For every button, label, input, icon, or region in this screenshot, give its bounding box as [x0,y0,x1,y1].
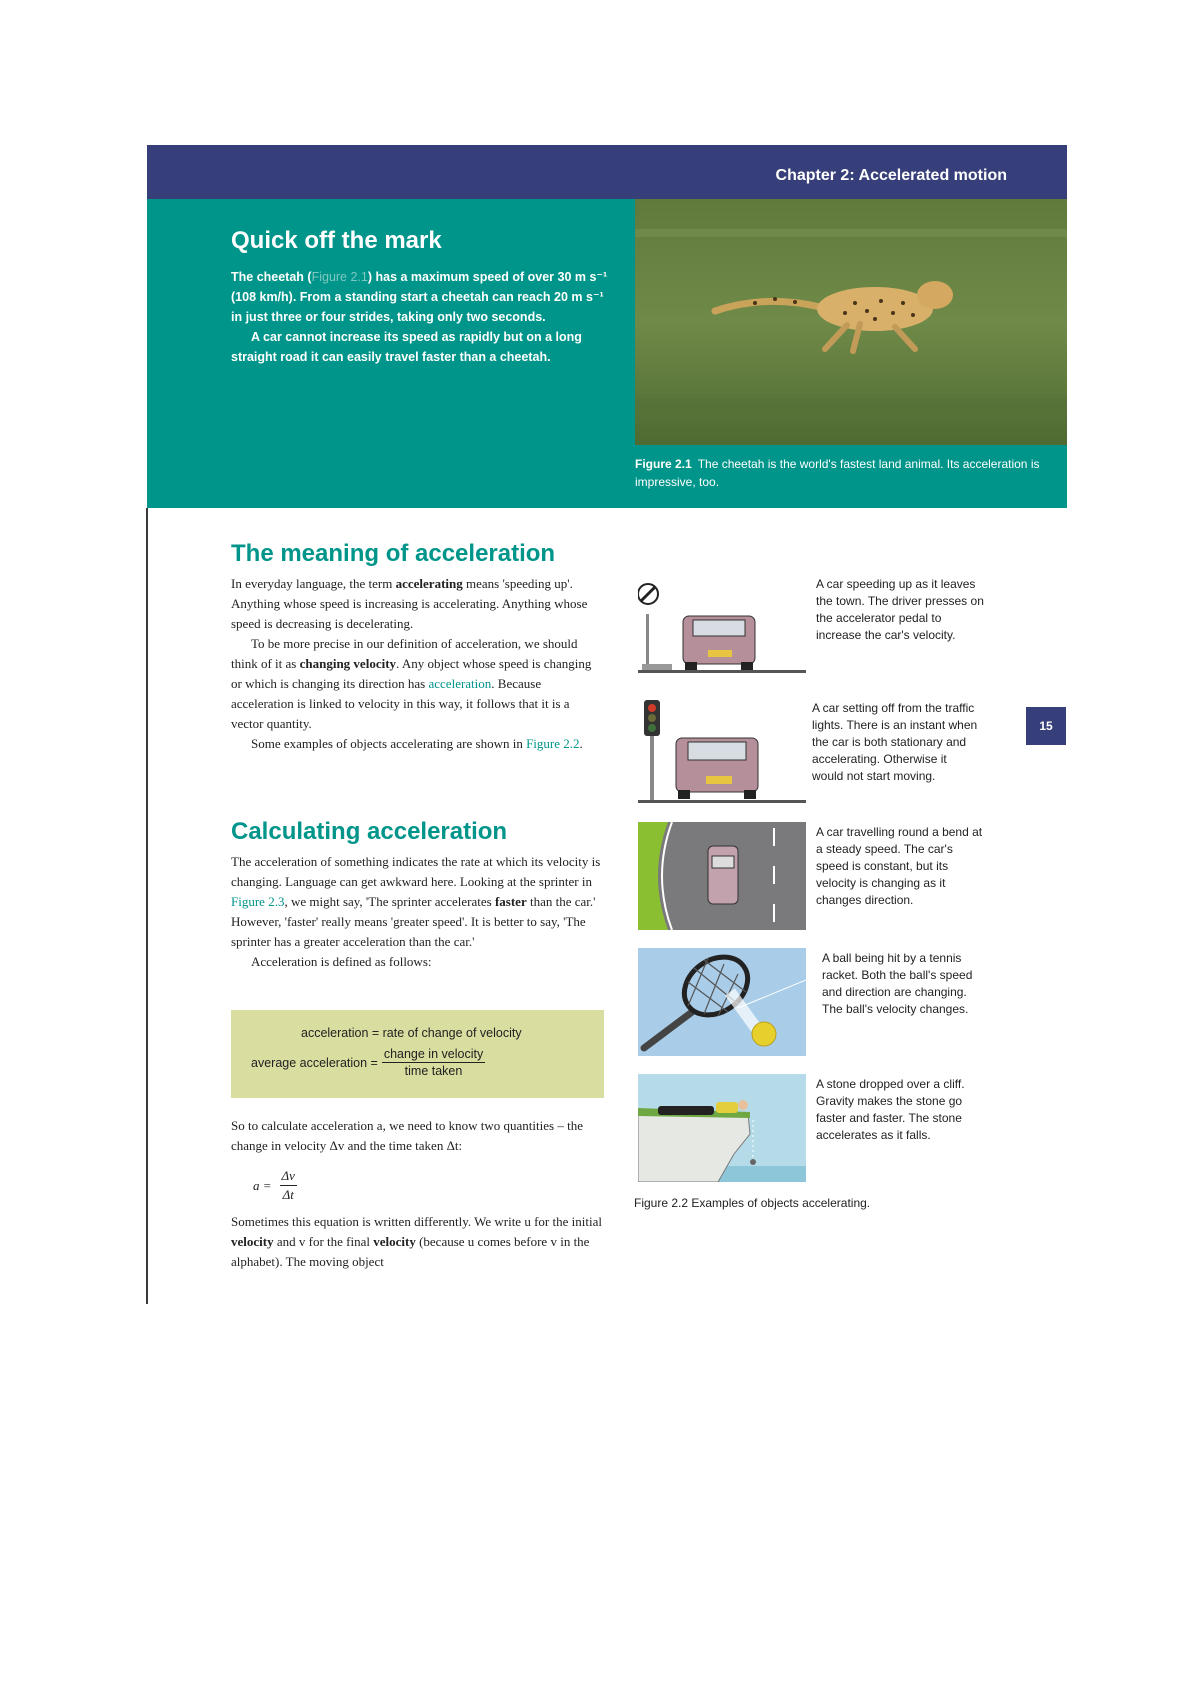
figure-2-2-text-5: A stone dropped over a cliff. Gravity makes the stone go faster and faster. The stone accelerates as it falls. [816,1077,965,1142]
car-leaving-town-illustration [638,574,806,682]
calculating-paragraph-3: So to calculate acceleration a, we need to know two quantities – the change in velocity Δv and the time taken Δt: [231,1118,583,1153]
definition-line-2: average acceleration = $\frac{\text{change in velocity}}{\text{time taken}}$ [251,1047,484,1078]
intro-paragraph-1: The cheetah (Figure 2.1) has a maximum speed of over 30 m s⁻¹ (108 km/h). From a standing start a cheetah can reach 20 m s⁻¹ in just three or four strides, taking only two seconds. [231,270,608,324]
car-on-bend-illustration [638,822,806,930]
stone-cliff-illustration [638,1074,806,1182]
calc-continued [231,1116,603,1156]
calculating-paragraph-2: Acceleration is defined as follows: [251,954,432,969]
chapter-title: Chapter 2: Accelerated motion [775,167,1007,184]
calculating-paragraph-4: Sometimes this equation is written differently. We write u for the initial velocity and v for the final velocity (because u comes before v in the alphabet). The moving object [231,1214,602,1269]
page-number: 15 [1026,707,1066,745]
calculating-paragraph-1: The acceleration of something indicates the rate at which its velocity is changing. Language can get awkward here. Looking at the sprinter in Figure 2.3, we might say, 'The sprinter accelerates faster than the car.' However, 'faster' really means 'greater speed'. It is better to say, 'The sprinter has a greater acceleration than the car.' [231,854,601,949]
figure-2-3-link[interactable]: Figure 2.3 [231,894,285,909]
calculating-section [231,818,603,972]
intro-band [147,199,1067,508]
definition-box [231,1010,604,1098]
meaning-heading: The meaning of acceleration [231,540,556,567]
meaning-section [231,540,603,754]
acceleration-link[interactable]: acceleration [428,676,492,691]
calc-final [231,1212,603,1272]
meaning-paragraph-2: To be more precise in our definition of acceleration, we should think of it as changing velocity. Any object whose speed is changing or which is changing its direction has acceleration. Because acceleration is linked to velocity in this way, it follows that it is a vector quantity. [231,636,592,731]
figure-2-2-text-2: A car setting off from the traffic lights. There is an instant when the car is both stationary and accelerating. Otherwise it would not start moving. [812,701,978,783]
margin-rule [146,508,148,1304]
chapter-header-bar [147,145,1067,199]
figure-2-2-caption: Figure 2.2 Examples of objects accelerating. [634,1196,871,1210]
car-at-traffic-lights-illustration [638,698,806,806]
intro-title: Quick off the mark [231,227,442,254]
acceleration-equation: a = $\frac{\Delta v}{\Delta t}$ [253,1168,295,1202]
fraction-numerator: change in velocity [383,1047,484,1061]
intro-text [231,227,611,367]
figure-2-2-text-1: A car speeding up as it leaves the town. The driver presses on the accelerator pedal to increase the car's velocity. [816,577,984,642]
definition-line-1: acceleration = rate of change of velocity [301,1026,522,1040]
figure-2-1-caption: Figure 2.1 The cheetah is the world's fastest land animal. Its acceleration is impressive, too. [635,457,1040,489]
meaning-paragraph-1: In everyday language, the term accelerating means 'speeding up'. Anything whose speed is increasing is accelerating. Anything whose speed is decreasing is decelerating. [231,576,588,631]
figure-2-2-link[interactable]: Figure 2.2 [526,736,580,751]
calculating-heading: Calculating acceleration [231,818,508,845]
figure-ref-link[interactable]: Figure 2.1 [311,270,368,284]
cheetah-photo [635,199,1067,445]
intro-paragraph-2: A car cannot increase its speed as rapidly but on a long straight road it can easily travel faster than a cheetah. [231,330,582,364]
figure-2-2-text-3: A car travelling round a bend at a steady speed. The car's speed is constant, but its velocity is changing as it changes direction. [816,825,983,907]
figure-2-2-text-4: A ball being hit by a tennis racket. Both the ball's speed and direction are changing. The ball's velocity changes. [822,951,973,1016]
tennis-racket-illustration [638,948,806,1056]
meaning-paragraph-3: Some examples of objects accelerating are shown in Figure 2.2. [251,736,583,751]
fraction-denominator: time taken [404,1064,463,1078]
